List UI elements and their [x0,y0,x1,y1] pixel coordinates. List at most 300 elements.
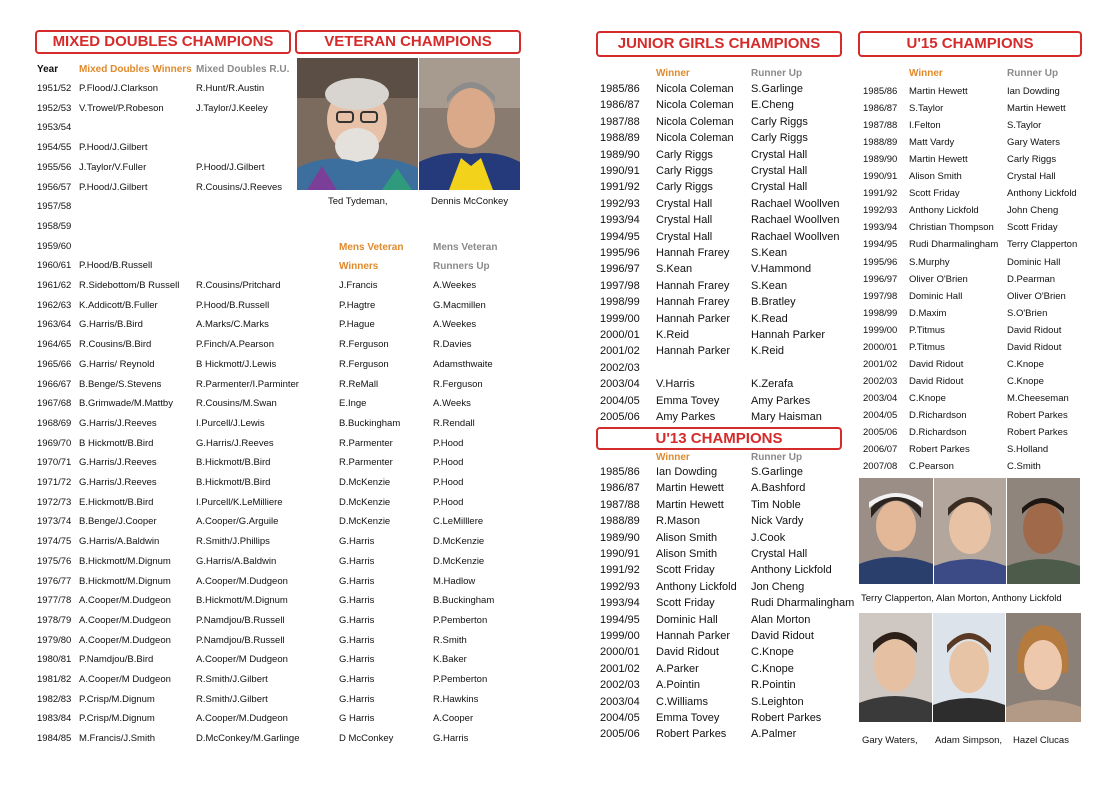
winner-cell: Emma Tovey [656,712,720,724]
winner-cell: Carly Riggs [656,165,713,177]
photo-gary-waters [859,613,932,722]
runner-up-cell: E.Cheng [751,99,794,112]
runner-up-cell: B.Hickmott/B.Bird [196,457,271,469]
winner-cell: I.Felton [909,120,941,132]
year-cell: 1959/60 [37,240,72,252]
winner-cell: Crystal Hall [656,214,713,227]
runner-up-cell: I.Purcell/J.Lewis [196,417,265,429]
year-cell: 1996/97 [863,273,898,285]
winner-cell: G.Harris/A.Baldwin [79,536,160,548]
winner-cell: Emma Tovey [656,394,720,407]
runner-up-cell: C.Knope [751,646,794,659]
year-cell: 2001/02 [863,358,898,370]
year-cell: 1993/94 [600,597,640,610]
runner-up-cell: Ian Dowding [1007,86,1060,97]
year-cell: 1985/86 [863,86,898,97]
year-cell: 2002/03 [600,679,640,692]
runner-up-cell: Carly Riggs [751,132,808,145]
winner-cell: P.Flood/J.Clarkson [79,83,159,94]
year-cell: 2005/06 [600,728,640,741]
runner-up-cell: Martin Hewett [1007,103,1066,115]
winner-cell: K.Reid [656,329,690,341]
winner-cell: Rudi Dharmalingham [909,239,999,251]
winner-cell: P.Namdjou/B.Bird [79,654,154,666]
year-cell: 1972/73 [37,496,72,508]
runner-up-cell: David Ridout [1007,324,1062,336]
year-cell: 1989/90 [863,154,898,166]
winner-cell: C.Williams [656,695,708,708]
winner-cell: Oliver O'Brien [909,273,968,285]
winner-cell: C.Pearson [909,461,954,473]
runner-up-cell: B Hickmott/J.Lewis [196,358,277,370]
year-cell: 1983/84 [37,713,72,725]
runner-up-cell: Tim Noble [751,498,801,511]
winner-cell: S.Taylor [909,103,944,115]
winner-cell: V.Harris [656,378,695,391]
year-cell: 1970/71 [37,457,72,469]
year-cell: 2003/04 [600,378,640,391]
veteran-runner-up-cell: K.Baker [433,654,467,666]
runner-up-cell: B.Bratley [751,296,796,309]
photo-adam-simpson [933,613,1005,722]
year-cell: 1995/96 [600,247,640,259]
winner-cell: E.Hickmott/B.Bird [79,496,154,508]
veteran-winner-cell: D.McKenzie [339,516,391,528]
veteran-photo-ted-tydeman [297,58,418,190]
winner-cell: B.Grimwade/M.Mattby [79,398,173,410]
year-cell: 1990/91 [600,165,640,177]
photo-alan-morton [934,478,1006,584]
winner-cell: David Ridout [909,375,964,387]
runner-up-cell: C.Knope [751,662,794,675]
mixed-doubles-banner: MIXED DOUBLES CHAMPIONS [35,30,291,54]
veteran-runner-up-cell: C.LeMilllere [433,516,484,528]
winner-cell: A.Cooper/M.Dudgeon [79,614,171,626]
runner-up-cell: Amy Parkes [751,394,811,407]
runner-up-cell: Rachael Woollven [751,214,840,227]
u13-ru-header: Runner Up [751,452,803,463]
veteran-runner-up-cell: A.Weekes [433,319,477,331]
runner-up-cell: Jon Cheng [751,580,805,593]
year-cell: 1963/64 [37,319,72,331]
winner-cell: G.Harris/J.Reeves [79,477,157,488]
year-cell: 1994/95 [600,230,640,243]
veteran-runner-up-cell: A.Cooper [433,713,474,725]
runner-up-cell: J.Cook [751,531,786,544]
winner-cell: Hannah Frarey [656,296,730,309]
photo-anthony-lickfold [1007,478,1080,584]
year-cell: 1987/88 [600,498,640,511]
year-cell: 2005/06 [600,411,640,423]
runner-up-cell: Terry Clapperton [1007,239,1078,251]
veteran-winner-cell: G.Harris [339,693,375,705]
runner-up-cell: P.Namdjou/B.Russell [196,614,285,626]
veteran-runner-up-cell: P.Pemberton [433,674,488,685]
year-cell: 1958/59 [37,220,72,232]
runner-up-cell: C.Knope [1007,358,1044,370]
veteran-runner-up-cell: Adamsthwaite [433,358,493,370]
year-cell: 1968/69 [37,417,72,429]
veteran-runner-up-cell: P.Hood [433,457,464,469]
runner-up-cell: Robert Parkes [751,712,822,724]
year-cell: 2002/03 [863,375,898,387]
runner-up-cell: R.Pointin [751,679,796,692]
runner-up-cell: G.Harris/J.Reeves [196,437,274,449]
veteran-winner-cell: G.Harris [339,654,375,666]
veteran-winner-cell: G.Harris [339,674,375,685]
winner-cell: Nicola Coleman [656,99,734,112]
runner-up-cell: Crystal Hall [1007,171,1056,183]
winner-cell: Ian Dowding [656,466,718,478]
veteran-runner-up-cell: D.McKenzie [433,555,485,567]
year-cell: 1987/88 [600,115,640,128]
winner-cell: Martin Hewett [656,482,724,495]
winner-cell: Scott Friday [656,564,715,577]
winner-cell: P.Titmus [909,341,945,353]
year-cell: 1993/94 [600,214,640,227]
u15-caption-bottom-2: Adam Simpson, [935,735,1003,746]
winner-cell: P.Hood/J.Gilbert [79,181,148,193]
veteran-winner-cell: D McConkey [339,733,394,745]
mixed-year-header: Year [37,64,59,75]
year-cell: 1988/89 [600,515,640,528]
winner-cell: G.Harris/J.Reeves [79,457,157,469]
veteran-caption-right: Dennis McConkey [431,196,509,207]
winner-cell: Hannah Frarey [656,247,730,259]
runner-up-cell: Dominic Hall [1007,256,1061,268]
winner-cell: A.Cooper/M.Dudgeon [79,595,171,607]
runner-up-cell: R.Hunt/R.Austin [196,83,265,94]
year-cell: 1986/87 [600,482,640,495]
runner-up-cell: S.Garlinge [751,466,803,478]
veteran-winner-cell: P.Hagtre [339,299,376,311]
veteran-winner-cell: J.Francis [339,280,378,291]
winner-cell: Scott Friday [909,188,960,200]
veteran-ru-header-line1: Mens Veteran [433,242,498,253]
veteran-winner-cell: G.Harris [339,555,375,567]
year-cell: 1988/89 [600,132,640,145]
year-cell: 2002/03 [600,361,640,374]
runner-up-cell: Alan Morton [751,613,811,626]
runner-up-cell: K.Read [751,312,788,325]
year-cell: 1990/91 [863,171,898,183]
runner-up-cell: Carly Riggs [751,115,808,128]
veteran-runner-up-cell: A.Weeks [433,398,471,410]
year-cell: 2000/01 [600,646,640,659]
year-cell: 2001/02 [600,345,640,358]
winner-cell: V.Trowel/P.Robeson [79,102,164,114]
year-cell: 1977/78 [37,595,72,607]
winner-cell: D.Richardson [909,409,967,421]
winner-cell: P.Crisp/M.Dignum [79,713,155,725]
year-cell: 2003/04 [863,392,898,404]
winner-cell: Hannah Parker [656,312,730,325]
veteran-winner-cell: E.Inge [339,398,367,410]
veteran-banner: VETERAN CHAMPIONS [295,30,521,54]
year-cell: 2000/01 [863,341,898,353]
runner-up-cell: Anthony Lickfold [751,564,832,577]
veteran-runner-up-cell: B.Buckingham [433,595,495,607]
year-cell: 1956/57 [37,181,72,193]
photo-hazel-clucas [1006,613,1081,722]
runner-up-cell: R.Cousins/Pritchard [196,280,281,291]
veteran-photo-dennis-mcconkey [419,58,520,190]
runner-up-cell: P.Finch/A.Pearson [196,339,274,351]
winner-cell: P.Hood/J.Gilbert [79,142,148,154]
veteran-runner-up-cell: M.Hadlow [433,575,476,587]
veteran-winner-cell: D.McKenzie [339,496,391,508]
winner-cell: David Ridout [909,358,964,370]
year-cell: 1986/87 [600,99,640,112]
winner-cell: A.Parker [656,662,699,675]
runner-up-cell: S.O'Brien [1007,307,1048,319]
veteran-winner-cell: R.Parmenter [339,437,393,449]
year-cell: 2005/06 [863,427,898,438]
runner-up-cell: Scott Friday [1007,222,1058,234]
year-cell: 1986/87 [863,103,898,115]
veteran-winner-cell: G.Harris [339,595,375,607]
year-cell: 1957/58 [37,201,72,213]
runner-up-cell: Carly Riggs [1007,154,1057,166]
veteran-winners-header-line2: Winners [339,261,379,272]
veteran-runner-up-cell: R.Rendall [433,417,475,429]
veteran-winner-cell: B.Buckingham [339,417,401,429]
runner-up-cell: John Cheng [1007,205,1059,217]
runner-up-cell: C.Knope [1007,375,1044,387]
veteran-winner-cell: G.Harris [339,575,375,587]
winner-cell: Crystal Hall [656,197,713,210]
veteran-winner-cell: G.Harris [339,614,375,626]
veteran-runner-up-cell: R.Smith [433,634,467,646]
winner-cell: Alison Smith [909,171,962,183]
year-cell: 1993/94 [863,222,898,234]
runner-up-cell: M.Cheeseman [1007,392,1069,404]
winner-cell: David Ridout [656,646,719,659]
winner-cell: B.Benge/J.Cooper [79,516,157,528]
photo-terry-clapperton [859,478,933,584]
runner-up-cell: R.Smith/J.Phillips [196,536,270,548]
runner-up-cell: P.Hood/B.Russell [196,299,270,311]
u13-banner: U'13 CHAMPIONS [596,427,842,450]
runner-up-cell: Robert Parkes [1007,409,1068,421]
year-cell: 1951/52 [37,83,72,94]
runner-up-cell: Crystal Hall [751,181,808,194]
runner-up-cell: K.Zerafa [751,378,794,391]
winner-cell: Carly Riggs [656,181,713,194]
winner-cell: Carly Riggs [656,148,713,161]
winner-cell: Nicola Coleman [656,83,734,95]
runner-up-cell: Rachael Woollven [751,230,840,243]
year-cell: 1984/85 [37,733,72,745]
winner-cell: M.Francis/J.Smith [79,733,156,745]
winner-cell: B.Hickmott/M.Dignum [79,555,171,567]
runner-up-cell: B.Hickmott/M.Dignum [196,595,288,607]
winner-cell: D.Maxim [909,307,947,319]
runner-up-cell: B.Hickmott/B.Bird [196,477,271,488]
year-cell: 1987/88 [863,120,898,132]
runner-up-cell: S.Taylor [1007,120,1042,132]
winner-cell: Scott Friday [656,597,715,610]
winner-cell: Martin Hewett [909,154,968,166]
year-cell: 1964/65 [37,339,72,351]
winner-cell: R.Sidebottom/B Russell [79,280,180,291]
year-cell: 1994/95 [863,239,898,251]
runner-up-cell: Hannah Parker [751,329,825,341]
winner-cell: Robert Parkes [656,728,727,741]
winner-cell: G.Harris/J.Reeves [79,417,157,429]
winner-cell: Amy Parkes [656,411,716,423]
winner-cell: D.Richardson [909,427,967,438]
winner-cell: Dominic Hall [656,613,718,626]
veteran-winner-cell: G Harris [339,713,375,725]
runner-up-cell: R.Smith/J.Gilbert [196,693,268,705]
runner-up-cell: C.Smith [1007,461,1041,473]
runner-up-cell: A.Cooper/G.Arguile [196,516,279,528]
veteran-winner-cell: R.Ferguson [339,339,389,351]
veteran-runner-up-cell: P.Hood [433,437,464,449]
veteran-runner-up-cell: P.Pemberton [433,614,488,626]
winner-cell: Nicola Coleman [656,132,734,145]
runner-up-cell: S.Leighton [751,695,804,708]
runner-up-cell: A.Bashford [751,482,806,495]
winner-cell: S.Murphy [909,256,950,268]
junior-ru-header: Runner Up [751,68,803,79]
year-cell: 1998/99 [600,296,640,309]
runner-up-cell: Robert Parkes [1007,427,1068,438]
year-cell: 1996/97 [600,263,640,276]
winner-cell: Christian Thompson [909,222,994,234]
year-cell: 2001/02 [600,662,640,675]
veteran-runner-up-cell: R.Davies [433,339,472,351]
winner-cell: P.Titmus [909,324,945,336]
winner-cell: B.Hickmott/M.Dignum [79,575,171,587]
runner-up-cell: J.Taylor/J.Keeley [196,102,268,114]
year-cell: 1999/00 [600,630,640,642]
year-cell: 1954/55 [37,142,72,154]
runner-up-cell: I.Purcell/K.LeMilliere [196,496,283,508]
year-cell: 1992/93 [600,197,640,210]
veteran-runner-up-cell: D.McKenzie [433,536,485,548]
winner-cell: Alison Smith [656,548,718,560]
year-cell: 2006/07 [863,444,898,456]
veteran-winner-cell: R.Parmenter [339,457,393,469]
runner-up-cell: Crystal Hall [751,165,808,177]
runner-up-cell: P.Hood/J.Gilbert [196,161,265,173]
runner-up-cell: Gary Waters [1007,137,1060,149]
runner-up-cell: D.Pearman [1007,273,1056,285]
year-cell: 1992/93 [600,580,640,593]
year-cell: 1988/89 [863,137,898,149]
year-cell: 1981/82 [37,674,72,685]
year-cell: 2007/08 [863,461,898,473]
year-cell: 1990/91 [600,548,640,560]
year-cell: 1989/90 [600,148,640,161]
runner-up-cell: K.Reid [751,345,785,358]
veteran-winner-cell: G.Harris [339,634,375,646]
veteran-runner-up-cell: P.Hood [433,496,464,508]
runner-up-cell: S.Kean [751,279,788,292]
year-cell: 1965/66 [37,358,72,370]
runner-up-cell: R.Cousins/J.Reeves [196,181,283,193]
veteran-winner-cell: D.McKenzie [339,477,391,488]
winner-cell: Hannah Parker [656,345,730,358]
u13-winner-header: Winner [656,452,690,463]
year-cell: 1992/93 [863,205,898,217]
winner-cell: G.Harris/B.Bird [79,319,143,331]
winner-cell: A.Pointin [656,679,701,692]
year-cell: 1994/95 [600,613,640,626]
year-cell: 1973/74 [37,516,72,528]
junior-girls-banner: JUNIOR GIRLS CHAMPIONS [596,31,842,57]
winner-cell: G.Harris/ Reynold [79,358,155,370]
mixed-winners-header: Mixed Doubles Winners [79,64,192,75]
year-cell: 2004/05 [600,394,640,407]
year-cell: 1991/92 [863,188,898,200]
u15-ru-header: Runner Up [1007,68,1059,79]
runner-up-cell: S.Kean [751,247,788,259]
runner-up-cell: G.Harris/A.Baldwin [196,555,277,567]
year-cell: 1980/81 [37,654,72,666]
year-cell: 2004/05 [863,409,898,421]
year-cell: 1997/98 [863,290,898,302]
year-cell: 1982/83 [37,693,72,705]
winner-cell: S.Kean [656,263,693,276]
winner-cell: Martin Hewett [656,498,724,511]
runner-up-cell: Nick Vardy [751,515,804,528]
runner-up-cell: David Ridout [751,630,814,642]
year-cell: 1953/54 [37,122,72,134]
runner-up-cell: Mary Haisman [751,411,822,423]
winner-cell: B Hickmott/B.Bird [79,437,154,449]
year-cell: 1967/68 [37,398,72,410]
year-cell: 2000/01 [600,329,640,341]
winner-cell: A.Cooper/M Dudgeon [79,674,171,685]
runner-up-cell: David Ridout [1007,341,1062,353]
runner-up-cell: A.Marks/C.Marks [196,319,269,331]
runner-up-cell: R.Parmenter/I.Parminter [196,378,299,390]
year-cell: 1966/67 [37,378,72,390]
veteran-ru-header-line2: Runners Up [433,261,490,272]
year-cell: 1989/90 [600,531,640,544]
winner-cell: Anthony Lickfold [909,205,979,217]
year-cell: 1999/00 [600,312,640,325]
year-cell: 1995/96 [863,256,898,268]
winner-cell: P.Hood/B.Russell [79,260,153,272]
veteran-winner-cell: G.Harris [339,536,375,548]
runner-up-cell: Crystal Hall [751,148,808,161]
runner-up-cell: Oliver O'Brien [1007,290,1066,302]
runner-up-cell: Rudi Dharmalingham [751,597,855,610]
veteran-runner-up-cell: P.Hood [433,477,464,488]
winner-cell: Robert Parkes [909,444,970,456]
winner-cell: R.Mason [656,515,701,528]
winner-cell: P.Crisp/M.Dignum [79,693,155,705]
year-cell: 1985/86 [600,466,640,478]
runner-up-cell: Anthony Lickfold [1007,188,1077,200]
year-cell: 1999/00 [863,324,898,336]
u15-caption-bottom-3: Hazel Clucas [1013,735,1069,746]
veteran-winner-cell: P.Hague [339,319,375,331]
year-cell: 2004/05 [600,712,640,724]
winner-cell: Alison Smith [656,531,718,544]
veteran-winners-header-line1: Mens Veteran [339,242,404,253]
winner-cell: Anthony Lickfold [656,580,737,593]
year-cell: 1997/98 [600,279,640,292]
winner-cell: J.Taylor/V.Fuller [79,161,147,173]
runner-up-cell: A.Cooper/M Dudgeon [196,654,288,666]
year-cell: 1961/62 [37,280,72,291]
winner-cell: C.Knope [909,392,946,404]
